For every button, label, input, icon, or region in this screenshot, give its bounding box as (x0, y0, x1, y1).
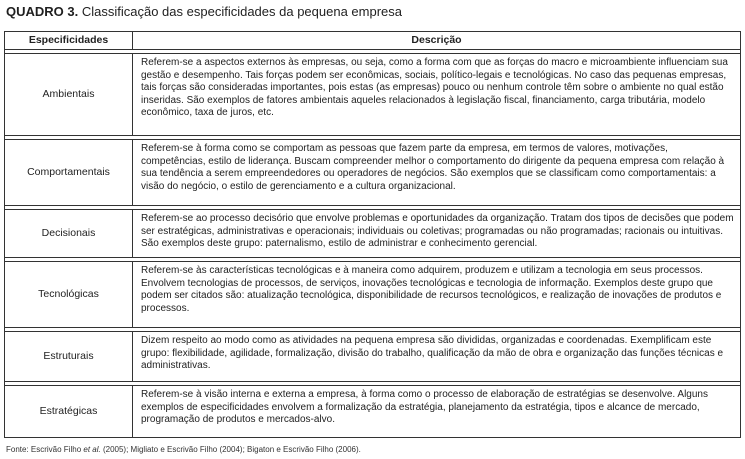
table-row (5, 386, 741, 438)
caption-label: QUADRO 3. (6, 4, 79, 19)
row-name-tecnologicas: Tecnológicas (5, 262, 133, 328)
table-row (5, 54, 741, 136)
source-rest: (2005); Migliato e Escrivão Filho (2004); Bigaton e Escrivão Filho (2006). (102, 445, 361, 454)
source-note (6, 445, 361, 454)
table-row (5, 210, 741, 258)
source-prefix: Fonte: Escrivão Filho (6, 445, 82, 454)
header-descricao: Descrição (133, 32, 741, 50)
table-row (5, 140, 741, 206)
row-description: Referem-se ao processo decisório que envolve problemas e oportunidades da organização. Tratam dos tipos de decisões que podem ser estratégicas, administrativas e operacionais; individuais ou coletivas; programadas ou não programadas; racionais ou intuitivas. São exemplos deste grupo: paternalismo, estilo de administrar e conhecimento gerencial. (133, 210, 741, 258)
specificities-table (4, 31, 741, 438)
row-name-ambientais: Ambientais (5, 54, 133, 136)
row-name-decisionais: Decisionais (5, 210, 133, 258)
row-description: Referem-se às características tecnológicas e à maneira como adquirem, produzem e utilizam a tecnologia em seus processos. Envolvem tecnologias de processos, de serviços, inovações tecnológicas e tecnologia de informação. Exemplos deste grupo que podem ser citados são: atualização tecnológica, disponibilidade de recursos tecnológicos, e realização de inovações de produtos e processos. (133, 262, 741, 328)
table-caption (6, 4, 402, 19)
row-description: Referem-se à forma como se comportam as pessoas que fazem parte da empresa, em termos de valores, motivações, competências, estilo de liderança. Buscam compreender melhor o comportamento do dirigente da pequena empresa com relação à sua tendência a serem empreendedores ou operadores de negócios. São exemplos que se classificam como comportamentais: a visão do negócio, o estilo de gerenciamento e a cultura organizacional. (133, 140, 741, 206)
row-description: Referem-se à visão interna e externa a empresa, à forma como o processo de elaboração de estratégias se desenvolve. Alguns exemplos de especificidades envolvem a formalização da estratégia, planejamento da estratégia, tipos e alcance de mercado, programação de produtos e mercados-alvo. (133, 386, 741, 438)
table-row (5, 332, 741, 382)
row-name-estruturais: Estruturais (5, 332, 133, 382)
source-etal: et al. (83, 445, 101, 454)
table-row (5, 262, 741, 328)
header-especificidades: Especificidades (5, 32, 133, 50)
table-header-row (5, 32, 741, 50)
caption-title: Classificação das especificidades da pequena empresa (81, 4, 402, 19)
row-description: Referem-se a aspectos externos às empresas, ou seja, como a forma com que as forças do macro e microambiente influenciam sua gestão e desempenho. Tais forças podem ser econômicas, sociais, político-legais e tecnológicas. No caso das pequenas empresas, tais forças são consideradas importantes, pois estas (as empresas) pouco ou nenhum controle têm sobre o ambiente no qual estão inseridas. São exemplos de fatores ambientais aqueles relacionados à legislação fiscal, financiamento, carga tributária, modelo econômico, taxa de juros, etc. (133, 54, 741, 136)
row-description: Dizem respeito ao modo como as atividades na pequena empresa são divididas, organizadas e coordenadas. Exemplificam este grupo: flexibilidade, agilidade, formalização, divisão do trabalho, qualificação da mão de obra e organização das funções técnicas e administrativas. (133, 332, 741, 382)
row-name-comportamentais: Comportamentais (5, 140, 133, 206)
row-name-estrategicas: Estratégicas (5, 386, 133, 438)
